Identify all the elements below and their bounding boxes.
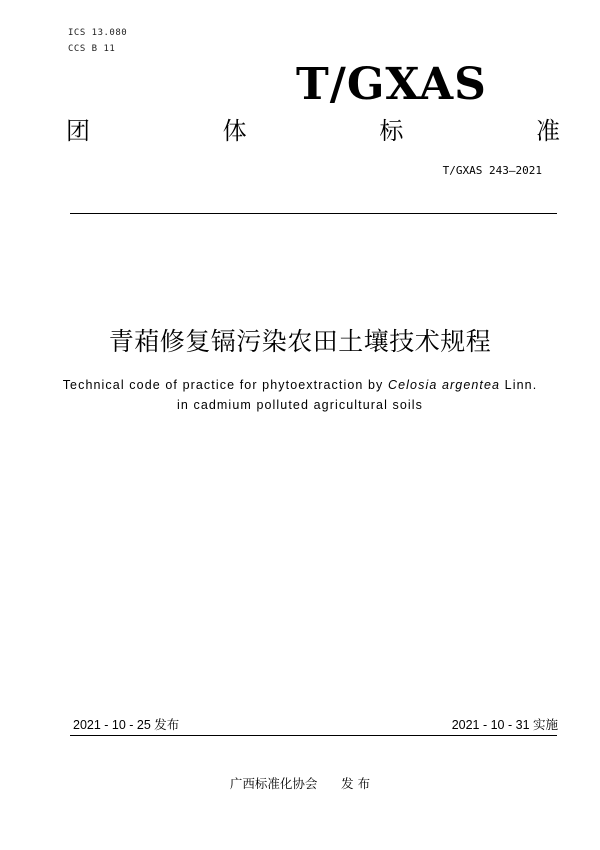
ics-code: ICS 13.080	[68, 28, 128, 38]
standard-type-char: 体	[222, 117, 247, 145]
standard-type-char: 标	[379, 117, 404, 145]
title-english-post: Linn.	[500, 378, 538, 392]
standard-type	[66, 116, 560, 146]
standard-type-char: 准	[535, 117, 560, 145]
title-english-line2: in cadmium polluted agricultural soils	[176, 398, 424, 412]
standard-type-char: 团	[66, 117, 90, 145]
title-english-line1	[0, 377, 600, 393]
publish-date: 2021 - 10 - 25 发布	[73, 718, 180, 732]
standard-logo: T/GXAS	[296, 59, 487, 110]
bottom-divider	[70, 735, 557, 736]
implement-date: 2021 - 10 - 31 实施	[451, 718, 558, 732]
title-chinese: 青葙修复镉污染农田土壤技术规程	[108, 327, 492, 356]
standard-number: T/GXAS 243—2021	[442, 164, 542, 177]
publisher: 广西标准化协会 发 布	[229, 776, 371, 791]
ccs-code: CCS B 11	[68, 44, 116, 54]
title-english-species: Celosia argentea	[388, 378, 501, 392]
top-divider	[70, 213, 557, 214]
title-english-pre: Technical code of practice for phytoextraction by	[62, 378, 388, 392]
